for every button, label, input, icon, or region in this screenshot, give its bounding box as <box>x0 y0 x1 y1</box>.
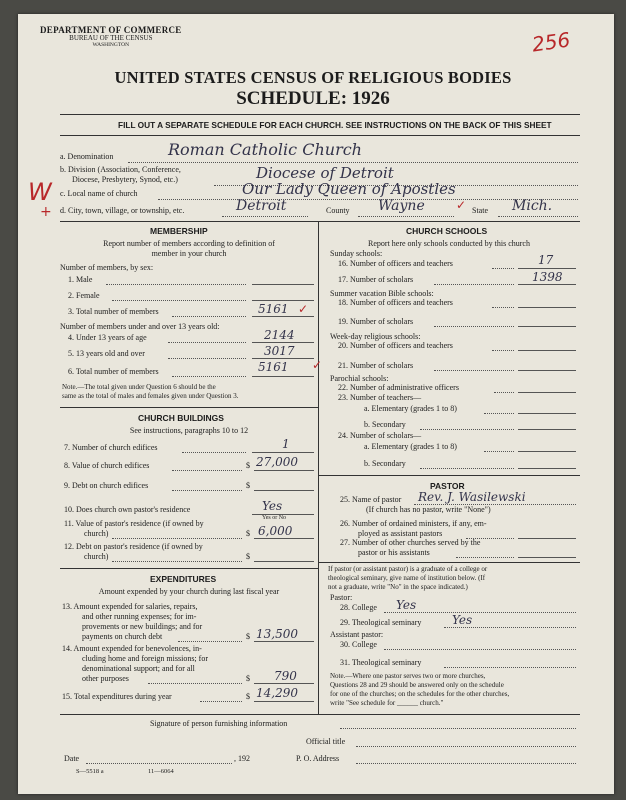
q9-dollar: $ <box>246 481 250 490</box>
schools-rule <box>318 475 580 476</box>
q22-label: 22. Number of administrative officers <box>338 383 459 392</box>
q12-answer[interactable] <box>254 561 314 562</box>
expenditures-heading: EXPENDITURES <box>150 574 217 584</box>
q14-label-2: cluding home and foreign missions; for <box>82 654 208 663</box>
q9-label: 9. Debt on church edifices <box>64 481 149 490</box>
q29-label: 29. Theological seminary <box>340 618 422 627</box>
header-rule <box>60 114 580 115</box>
q11-label-2: church) <box>84 529 109 538</box>
q26-answer[interactable] <box>518 538 576 539</box>
membership-intro: Report number of members according to definition of <box>103 239 275 248</box>
q22-leader <box>494 392 514 393</box>
division-label: b. Division (Association, Conference, <box>60 165 181 174</box>
q1-leader <box>106 284 246 285</box>
q6-leader <box>172 376 246 377</box>
q10-answer[interactable]: Yes <box>262 499 283 513</box>
q26-label-2: ployed as assistant pastors <box>358 529 443 538</box>
q4-leader <box>168 342 246 343</box>
q31-line[interactable] <box>444 667 576 668</box>
yes-no-hint: Yes or No <box>262 515 287 521</box>
division-label-2: Diocese, Presbytery, Synod, etc.) <box>72 175 178 184</box>
city-name: WASHINGTON <box>92 41 130 48</box>
q25-note: (If church has no pastor, write "None") <box>366 505 491 514</box>
city-label: d. City, town, village, or township, etc. <box>60 206 185 215</box>
q6-label: 6. Total number of members <box>68 367 159 376</box>
print-code: 11—6064 <box>148 768 174 775</box>
q3-answer-line <box>252 316 314 317</box>
q17-answer[interactable]: 1398 <box>532 270 563 284</box>
q25-label: 25. Name of pastor <box>340 495 402 504</box>
q30-label: 30. College <box>340 640 377 649</box>
q7-answer-line <box>252 452 314 453</box>
q24b-answer[interactable] <box>518 468 576 469</box>
county-line <box>358 216 454 217</box>
q11-answer[interactable]: 6,000 <box>258 524 293 538</box>
column-divider <box>318 221 319 714</box>
check-mark: ✓ <box>312 358 323 372</box>
q23a-answer[interactable] <box>518 413 576 414</box>
state-value[interactable]: Mich. <box>512 198 553 214</box>
q1-answer[interactable] <box>252 284 314 285</box>
date-year: , 192 <box>234 754 250 763</box>
margin-mark-2: + <box>40 204 52 220</box>
membership-rule <box>60 407 318 408</box>
q4-answer-line <box>252 342 314 343</box>
q17-leader <box>434 284 514 285</box>
q9-leader <box>172 490 242 491</box>
q14-answer-line <box>254 683 314 684</box>
q21-answer[interactable] <box>518 370 576 371</box>
q23a-label: a. Elementary (grades 1 to 8) <box>364 404 457 413</box>
q23a-leader <box>484 413 514 414</box>
q29-line <box>444 627 576 628</box>
pastor-note-2: Questions 28 and 29 should be answered only on the schedule <box>330 681 504 689</box>
q25-answer[interactable]: Rev. J. Wasilewski <box>418 490 526 504</box>
denomination-line <box>128 162 578 163</box>
q22-answer[interactable] <box>518 392 576 393</box>
q16-label: 16. Number of officers and teachers <box>338 259 453 268</box>
q15-dollar: $ <box>246 692 250 701</box>
q23b-label: b. Secondary <box>364 420 406 429</box>
q8-leader <box>172 470 242 471</box>
q24b-label: b. Secondary <box>364 459 406 468</box>
pastor-rule <box>318 562 580 563</box>
q12-leader <box>112 561 242 562</box>
q3-answer[interactable]: 5161 <box>258 302 289 316</box>
q15-label: 15. Total expenditures during year <box>62 692 172 701</box>
q19-leader <box>434 326 514 327</box>
q18-label: 18. Number of officers and teachers <box>338 298 453 307</box>
state-label: State <box>472 206 488 215</box>
q8-answer[interactable]: 27,000 <box>256 455 298 469</box>
q13-dollar: $ <box>246 632 250 641</box>
pastor-label: Pastor: <box>330 593 353 602</box>
q17-label: 17. Number of scholars <box>338 275 414 284</box>
q24a-label: a. Elementary (grades 1 to 8) <box>364 442 457 451</box>
q13-answer-line <box>254 641 314 642</box>
q5-leader <box>168 358 246 359</box>
department-header <box>40 26 182 49</box>
q2-leader <box>112 300 246 301</box>
section-rule <box>60 221 580 222</box>
date-label: Date <box>64 754 80 763</box>
denomination-label: a. Denomination <box>60 152 114 161</box>
schools-sub: Report here only schools conducted by this church <box>368 239 530 248</box>
q2-label: 2. Female <box>68 291 100 300</box>
membership-note-2: same as the total of males and females given under Question 3. <box>62 392 239 400</box>
q13-label-3: provements or new buildings; and for <box>82 622 203 631</box>
po-address-label: P. O. Address <box>296 754 340 763</box>
page-number-stamp: 256 <box>530 27 572 57</box>
q15-answer[interactable]: 14,290 <box>256 686 298 700</box>
q24a-answer[interactable] <box>518 451 576 452</box>
q5-answer-line <box>252 358 314 359</box>
q28-label: 28. College <box>340 603 377 612</box>
local-name-value[interactable]: Our Lady Queen of Apostles <box>242 180 456 198</box>
membership-intro-2: member in your church <box>151 249 227 258</box>
q27-answer[interactable] <box>518 557 576 558</box>
q13-label-4: payments on church debt <box>82 632 163 641</box>
q13-answer[interactable]: 13,500 <box>256 627 298 641</box>
state-line <box>498 216 578 217</box>
official-title-label: Official title <box>306 737 346 746</box>
pastor-note-4: write "See schedule for ______ church." <box>330 699 444 707</box>
q14-label-3: denominational support; and for all <box>82 664 195 673</box>
q11-label: 11. Value of pastor's residence (if owned by <box>64 519 204 528</box>
q14-leader <box>148 683 242 684</box>
form-number: S—5518 a <box>76 768 104 775</box>
under-over-label: Number of members under and over 13 years old: <box>60 322 220 331</box>
local-name-label: c. Local name of church <box>60 189 138 198</box>
q14-answer[interactable]: 790 <box>274 669 297 683</box>
q8-label: 8. Value of church edifices <box>64 461 150 470</box>
q16-answer[interactable]: 17 <box>538 253 554 267</box>
form-title: UNITED STATES CENSUS OF RELIGIOUS BODIES <box>114 68 512 87</box>
weekday-label: Week-day religious schools: <box>330 332 421 341</box>
bureau-name: BUREAU OF THE CENSUS <box>69 34 153 43</box>
q27-label: 27. Number of other churches served by the <box>340 538 481 547</box>
q23b-answer[interactable] <box>518 429 576 430</box>
q18-leader <box>492 307 514 308</box>
q28-line <box>384 612 576 613</box>
q20-answer[interactable] <box>518 350 576 351</box>
q11-leader <box>112 538 242 539</box>
q12-label: 12. Debt on pastor's residence (if owned by <box>64 542 203 551</box>
q13-label-2: and other running expenses; for im- <box>82 612 197 621</box>
q27-label-2: pastor or his assistants <box>358 548 430 557</box>
q11-dollar: $ <box>246 529 250 538</box>
pastor-heading: PASTOR <box>430 481 465 491</box>
signature-label: Signature of person furnishing information <box>150 719 288 728</box>
q5-answer[interactable]: 3017 <box>264 344 295 358</box>
county-label: County <box>326 206 350 215</box>
pastor-note-3: for one of the churches; on the schedules for the other churches, <box>330 690 510 698</box>
by-sex-label: Number of members, by sex: <box>60 263 154 272</box>
q2-answer[interactable] <box>252 300 314 301</box>
q30-line[interactable] <box>384 649 576 650</box>
signature-line[interactable] <box>340 728 576 729</box>
schools-heading: CHURCH SCHOOLS <box>406 226 488 236</box>
q12-dollar: $ <box>246 552 250 561</box>
county-value[interactable]: Wayne <box>378 198 425 214</box>
q20-leader <box>492 350 514 351</box>
po-address-line[interactable] <box>356 763 576 764</box>
city-value[interactable]: Detroit <box>236 198 287 214</box>
q15-leader <box>200 701 242 702</box>
q16-answer-line <box>518 268 576 269</box>
q20-label: 20. Number of officers and teachers <box>338 341 453 350</box>
instruction-line: FILL OUT A SEPARATE SCHEDULE FOR EACH CHURCH. SEE INSTRUCTIONS ON THE BACK OF THIS SHEET <box>118 120 552 130</box>
q10-label: 10. Does church own pastor's residence <box>64 505 191 514</box>
buildings-sub: See instructions, paragraphs 10 to 12 <box>129 426 249 435</box>
division-value[interactable]: Diocese of Detroit <box>256 164 394 182</box>
q19-label: 19. Number of scholars <box>338 317 414 326</box>
q1-label: 1. Male <box>68 275 93 284</box>
q21-label: 21. Number of scholars <box>338 361 414 370</box>
q23b-leader <box>420 429 514 430</box>
sunday-label: Sunday schools: <box>330 249 383 258</box>
q24-label: 24. Number of scholars— <box>338 431 422 440</box>
city-line <box>222 216 308 217</box>
check-mark: ✓ <box>456 198 467 212</box>
q7-leader <box>182 452 246 453</box>
q23-label: 23. Number of teachers— <box>338 393 422 402</box>
summer-label: Summer vacation Bible schools: <box>330 289 434 298</box>
q26-label: 26. Number of ordained ministers, if any, em- <box>340 519 487 528</box>
q5-label: 5. 13 years old and over <box>68 349 145 358</box>
graduate-condition-3: not a graduate, write "No" in the space indicated.) <box>328 583 468 591</box>
q15-answer-line <box>254 701 314 702</box>
q12-label-2: church) <box>84 552 109 561</box>
q24a-leader <box>484 451 514 452</box>
q28-answer[interactable]: Yes <box>396 598 417 612</box>
graduate-condition-2: theological seminary, give name of institution below. (If <box>328 574 486 582</box>
q14-label-4: other purposes <box>82 674 129 683</box>
q6-answer-line <box>252 376 314 377</box>
assistant-label: Assistant pastor: <box>330 630 384 639</box>
check-mark: ✓ <box>298 302 309 316</box>
q16-leader <box>492 268 514 269</box>
membership-heading: MEMBERSHIP <box>150 226 208 236</box>
membership-note: Note.—The total given under Question 6 should be the <box>62 383 216 391</box>
q21-leader <box>434 370 514 371</box>
q14-dollar: $ <box>246 674 250 683</box>
q4-label: 4. Under 13 years of age <box>68 333 147 342</box>
q17-answer-line <box>518 284 576 285</box>
q31-label: 31. Theological seminary <box>340 658 422 667</box>
q29-answer[interactable]: Yes <box>452 613 473 627</box>
dept-name: DEPARTMENT OF COMMERCE <box>40 25 182 35</box>
q7-answer[interactable]: 1 <box>282 437 290 451</box>
q7-label: 7. Number of church edifices <box>64 443 158 452</box>
q18-answer[interactable] <box>518 307 576 308</box>
buildings-heading: CHURCH BUILDINGS <box>138 413 224 423</box>
q11-answer-line <box>254 538 314 539</box>
q13-label: 13. Amount expended for salaries, repairs, <box>62 602 198 611</box>
q19-answer[interactable] <box>518 326 576 327</box>
schedule-title: SCHEDULE: 1926 <box>236 88 390 109</box>
pastor-note: Note.—Where one pastor serves two or more churches, <box>330 672 486 680</box>
buildings-rule <box>60 568 318 569</box>
q13-leader <box>178 641 242 642</box>
q8-dollar: $ <box>246 461 250 470</box>
q6-answer[interactable]: 5161 <box>258 360 289 374</box>
bottom-rule <box>60 714 580 715</box>
denomination-value[interactable]: Roman Catholic Church <box>168 140 362 159</box>
q27-leader <box>456 557 514 558</box>
q9-answer[interactable] <box>254 490 314 491</box>
q4-answer[interactable]: 2144 <box>264 328 295 342</box>
instruction-rule <box>60 135 580 136</box>
expenditures-sub: Amount expended by your church during last fiscal year <box>98 587 280 596</box>
graduate-condition: If pastor (or assistant pastor) is a graduate of a college or <box>328 565 488 573</box>
q3-label: 3. Total number of members <box>68 307 159 316</box>
margin-mark: W <box>28 178 52 206</box>
q3-leader <box>172 316 246 317</box>
parochial-label: Parochial schools: <box>330 374 389 383</box>
q14-label: 14. Amount expended for benevolences, in- <box>62 644 202 653</box>
q8-answer-line <box>254 470 314 471</box>
q24b-leader <box>420 468 514 469</box>
official-title-line[interactable] <box>356 746 576 747</box>
date-line[interactable] <box>86 763 232 764</box>
